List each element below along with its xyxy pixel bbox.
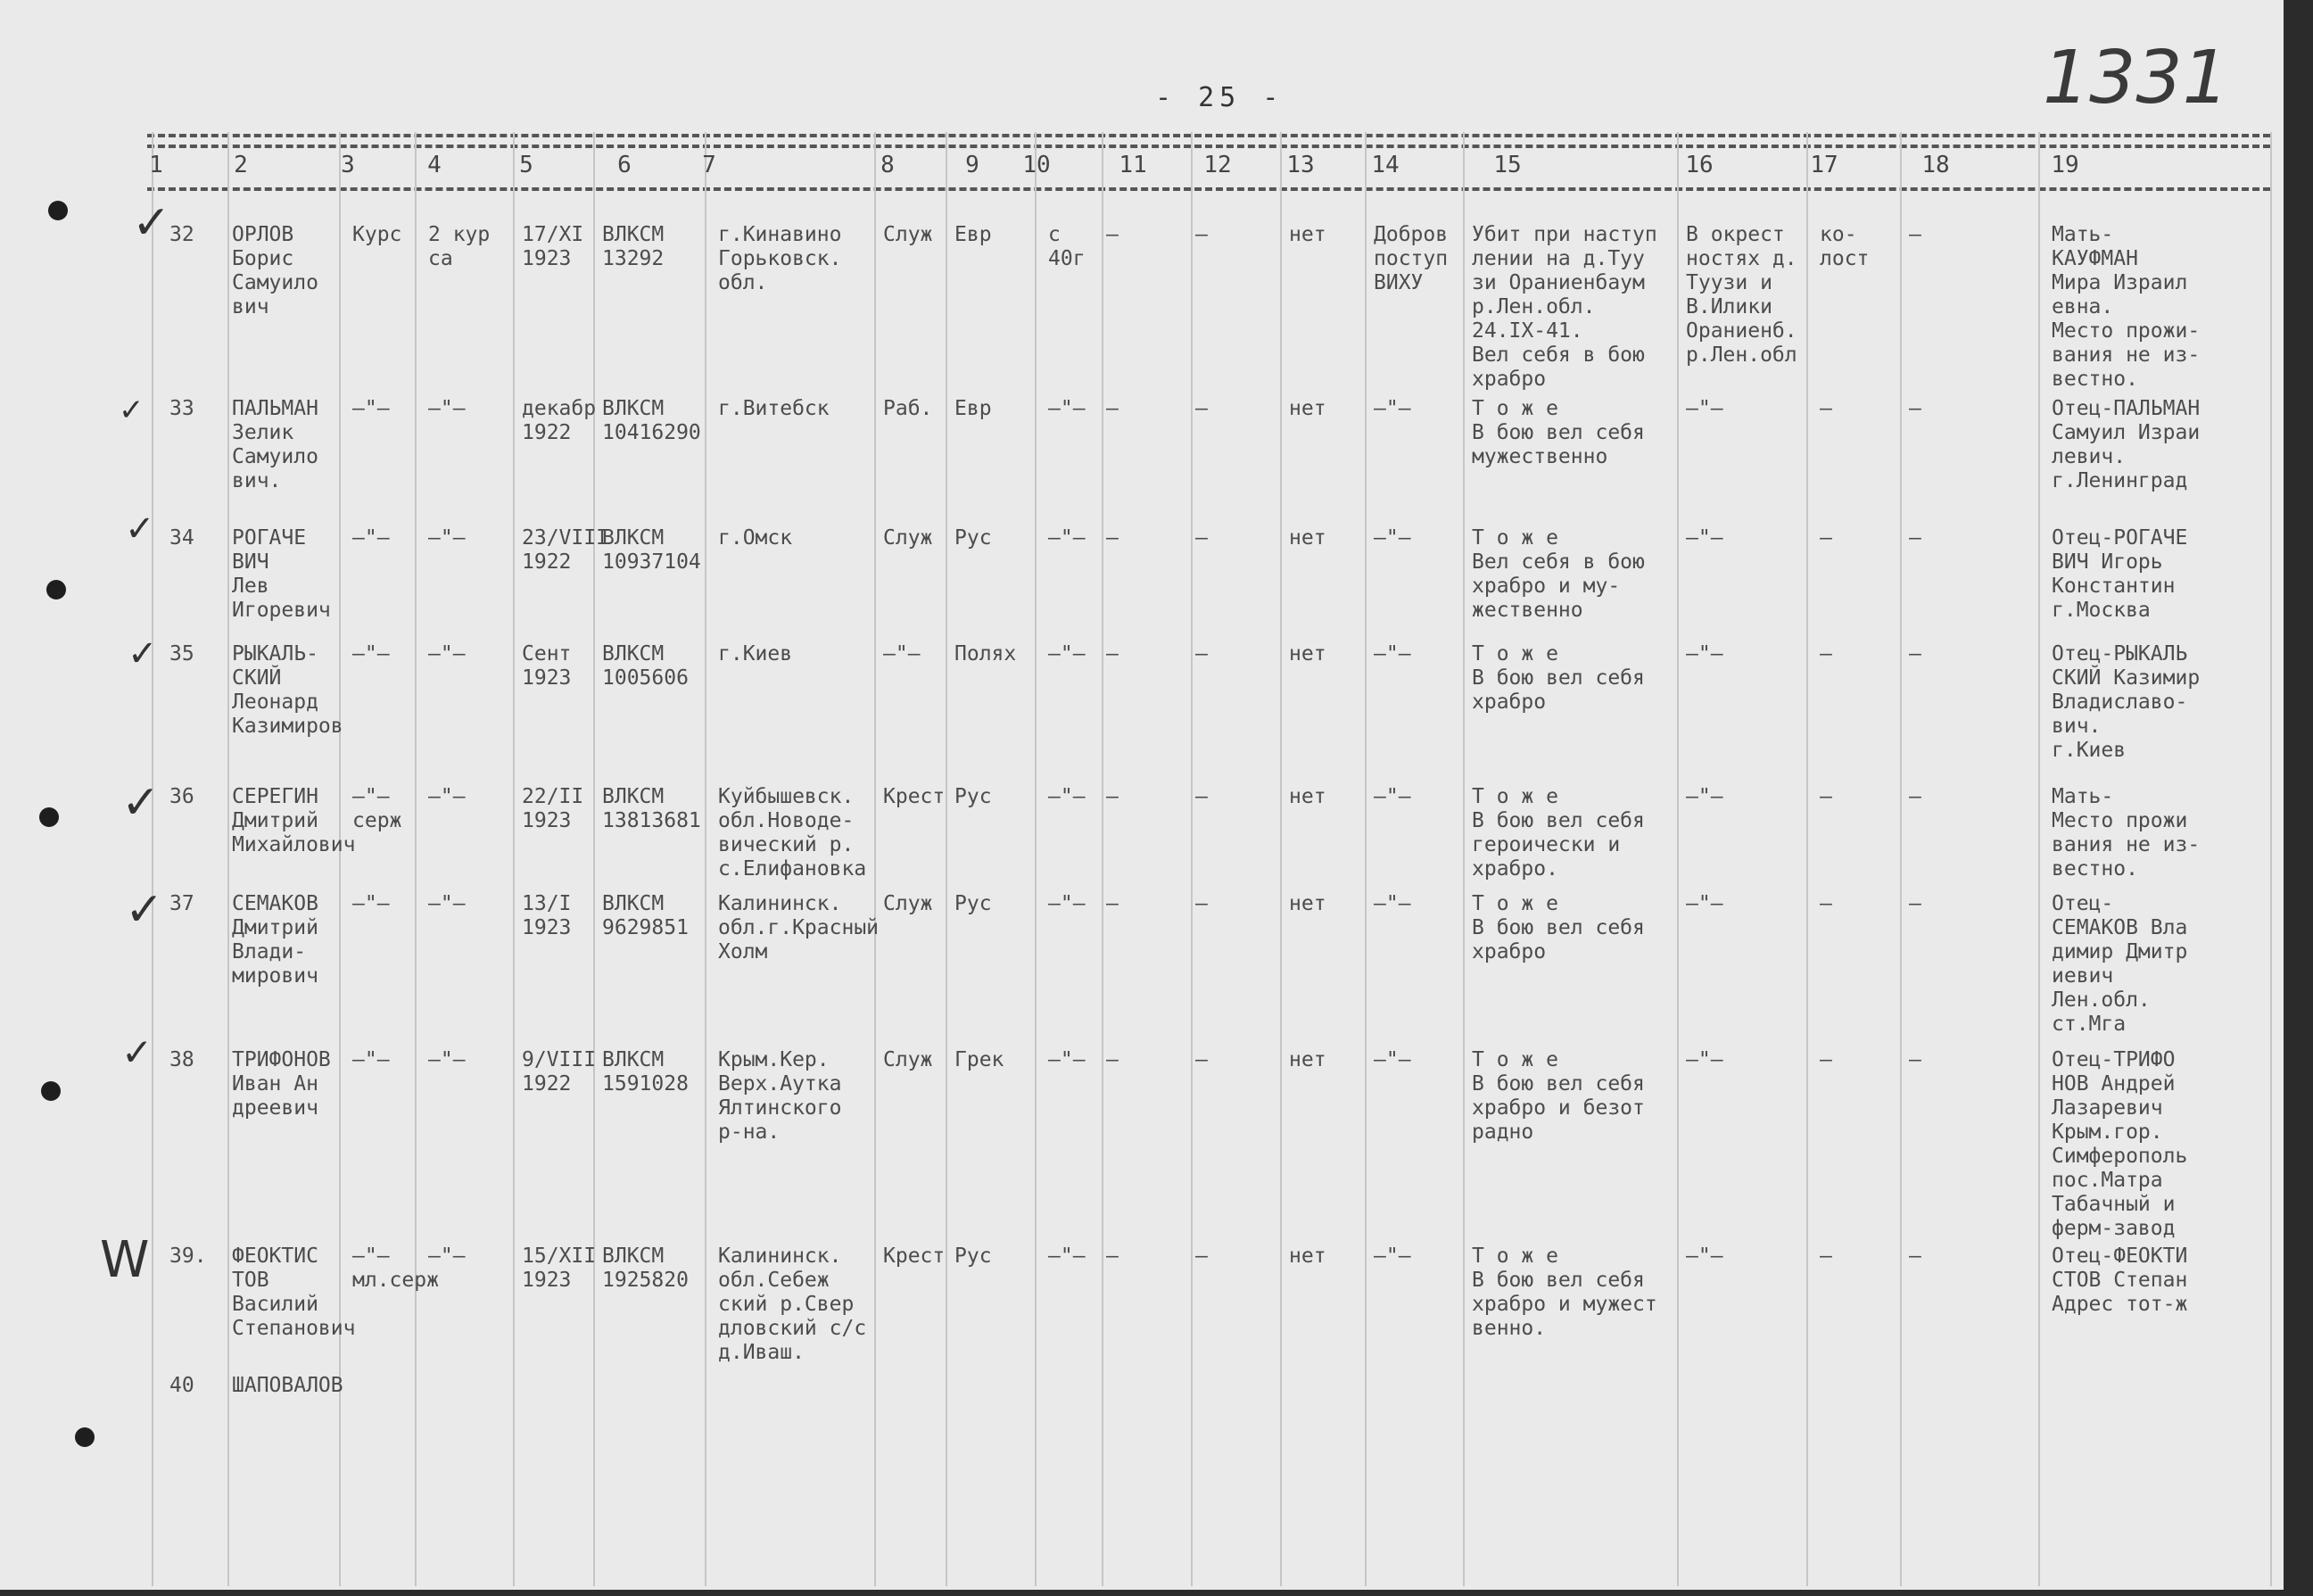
cell-c12: – <box>1195 642 1208 666</box>
cell-party: ВЛКСМ 9629851 <box>602 892 689 939</box>
column-divider <box>705 132 706 1586</box>
column-divider <box>1677 132 1679 1586</box>
cell-c12: – <box>1195 397 1208 420</box>
column-number: 6 <box>617 152 632 178</box>
cell-c11: – <box>1106 892 1119 915</box>
cell-c12: – <box>1195 223 1208 246</box>
cell-birth: 22/II 1923 <box>522 785 584 832</box>
cell-buried: –"– <box>1686 892 1723 915</box>
cell-nationality: Рус <box>954 785 992 808</box>
column-number: 13 <box>1286 152 1315 178</box>
cell-c11: – <box>1106 223 1119 246</box>
cell-party: ВЛКСМ 1591028 <box>602 1048 689 1096</box>
cell-social: –"– <box>883 642 921 666</box>
cell-wounded: нет <box>1289 223 1326 246</box>
column-number: 7 <box>702 152 716 178</box>
cell-wounded: нет <box>1289 397 1326 420</box>
page-number: - 25 - <box>1155 82 1285 113</box>
cell-birthplace: г.Киев <box>718 642 793 666</box>
header-bottom-rule <box>147 187 2270 191</box>
cell-c17: – <box>1820 892 1832 915</box>
cell-birth: декабр 1922 <box>522 397 597 444</box>
cell-fate: Т о ж е Вел себя в бою храбро и му- жественно <box>1472 526 1645 622</box>
cell-no: 36 <box>169 785 194 808</box>
cell-recruited: –"– <box>1374 892 1411 915</box>
header-top-rule-2 <box>147 145 2270 148</box>
column-divider <box>415 132 417 1586</box>
column-number: 17 <box>1810 152 1838 178</box>
cell-birth: 9/VIII 1922 <box>522 1048 597 1096</box>
cell-relatives: Мать- Место прожи вания не из- вестно. <box>2052 785 2201 881</box>
cell-no: 32 <box>169 223 194 246</box>
punch-hole <box>39 807 59 827</box>
cell-fate: Т о ж е В бою вел себя храбро и мужест венно. <box>1472 1245 1657 1340</box>
cell-party: ВЛКСМ 13292 <box>602 223 665 270</box>
column-divider <box>2038 132 2040 1586</box>
punch-hole <box>75 1427 95 1447</box>
cell-c18: – <box>1909 1048 1921 1071</box>
check-mark: ✓ <box>125 883 164 937</box>
cell-relatives: Отец-ПАЛЬМАН Самуил Израи левич. г.Ленинград <box>2052 397 2201 492</box>
cell-c17: – <box>1820 1048 1832 1071</box>
cell-c11: – <box>1106 1048 1119 1071</box>
cell-birthplace: г.Витебск <box>718 397 830 420</box>
cell-position: –"– <box>428 642 466 666</box>
cell-no: 35 <box>169 642 194 666</box>
cell-c17: ко- лост <box>1820 223 1870 270</box>
column-divider <box>1806 132 1808 1586</box>
cell-position: –"– <box>428 526 466 550</box>
column-divider <box>1463 132 1465 1586</box>
cell-rank: –"– мл.серж <box>352 1245 439 1292</box>
cell-c17: – <box>1820 785 1832 808</box>
cell-c17: – <box>1820 642 1832 666</box>
check-mark: ✓ <box>125 509 155 550</box>
check-mark: ✓ <box>121 776 161 830</box>
cell-relatives: Отец-ТРИФО НОВ Андрей Лазаревич Крым.гор. Симферополь пос.Матра Табачный и ферм-завод <box>2052 1048 2188 1240</box>
archive-number-handwritten: 1331 <box>2043 36 2229 120</box>
punch-hole <box>48 201 68 220</box>
cell-position: –"– <box>428 892 466 915</box>
cell-c12: – <box>1195 1245 1208 1268</box>
check-mark: ✓ <box>121 1030 153 1074</box>
cell-no: 38 <box>169 1048 194 1071</box>
cell-position: –"– <box>428 1048 466 1071</box>
column-divider <box>1365 132 1367 1586</box>
cell-birthplace: Куйбышевск. обл.Новоде- вический р. с.Елифановка <box>718 785 867 881</box>
cell-no: 33 <box>169 397 194 420</box>
cell-social: Служ <box>883 223 933 246</box>
cell-c18: – <box>1909 397 1921 420</box>
cell-position: –"– <box>428 1245 466 1268</box>
column-number: 14 <box>1371 152 1400 178</box>
cell-service-start: с 40г <box>1048 223 1086 270</box>
column-divider <box>593 132 595 1586</box>
cell-birthplace: Калининск. обл.Себеж ский р.Свер дловский с/с д.Иваш. <box>718 1245 867 1364</box>
cell-recruited: –"– <box>1374 785 1411 808</box>
cell-relatives: Отец-РОГАЧЕ ВИЧ Игорь Константин г.Москва <box>2052 526 2188 622</box>
cell-fate: Убит при наступ лении на д.Туу зи Ораниенбаум р.Лен.обл. 24.IX-41. Вел себя в бою храбро <box>1472 223 1657 391</box>
cell-fate: Т о ж е В бою вел себя храбро и безот радно <box>1472 1048 1645 1144</box>
cell-c18: – <box>1909 785 1921 808</box>
cell-buried: –"– <box>1686 526 1723 550</box>
cell-c12: – <box>1195 1048 1208 1071</box>
cell-position: –"– <box>428 397 466 420</box>
cell-name: ФЕОКТИС ТОВ Василий Степанович <box>232 1245 356 1340</box>
cell-c17: – <box>1820 397 1832 420</box>
column-divider <box>1102 132 1103 1586</box>
cell-c12: – <box>1195 785 1208 808</box>
column-number: 5 <box>519 152 533 178</box>
cell-social: Служ <box>883 892 933 915</box>
cell-party: ВЛКСМ 10937104 <box>602 526 701 574</box>
cell-social: Служ <box>883 526 933 550</box>
column-number: 15 <box>1493 152 1522 178</box>
cell-recruited: –"– <box>1374 642 1411 666</box>
check-mark: ✓ <box>119 393 145 428</box>
punch-hole <box>41 1081 61 1101</box>
column-number: 10 <box>1022 152 1051 178</box>
cell-c17: – <box>1820 526 1832 550</box>
cell-wounded: нет <box>1289 1245 1326 1268</box>
cell-recruited: –"– <box>1374 397 1411 420</box>
cell-position: 2 кур са <box>428 223 491 270</box>
cell-fate: Т о ж е В бою вел себя храбро <box>1472 892 1645 963</box>
cell-buried: –"– <box>1686 397 1723 420</box>
cell-rank: –"– <box>352 642 390 666</box>
cell-name: ОРЛОВ Борис Самуило вич <box>232 223 318 318</box>
cell-recruited: –"– <box>1374 1245 1411 1268</box>
column-number: 11 <box>1119 152 1147 178</box>
cell-relatives: Отец- СЕМАКОВ Вла димир Дмитр иевич Лен.обл. ст.Мга <box>2052 892 2188 1036</box>
header-top-rule <box>147 134 2270 137</box>
cell-social: Крест <box>883 1245 946 1268</box>
column-number: 2 <box>234 152 248 178</box>
cell-c18: – <box>1909 892 1921 915</box>
column-number: 16 <box>1685 152 1714 178</box>
cell-rank: –"– <box>352 397 390 420</box>
cell-c12: – <box>1195 526 1208 550</box>
cell-name: СЕМАКОВ Дмитрий Влади- мирович <box>232 892 318 988</box>
cell-rank: –"– <box>352 892 390 915</box>
cell-social: Раб. <box>883 397 933 420</box>
check-mark: ✓ <box>132 196 171 250</box>
cell-fate: Т о ж е В бою вел себя храбро <box>1472 642 1645 714</box>
cell-nationality: Рус <box>954 526 992 550</box>
column-number: 19 <box>2051 152 2079 178</box>
cell-c11: – <box>1106 785 1119 808</box>
column-number: 3 <box>341 152 355 178</box>
cell-buried: –"– <box>1686 785 1723 808</box>
cell-service-start: –"– <box>1048 397 1086 420</box>
cell-c11: – <box>1106 1245 1119 1268</box>
cell-service-start: –"– <box>1048 1245 1086 1268</box>
cell-name: ШАПОВАЛОВ <box>232 1374 343 1397</box>
cell-no: 37 <box>169 892 194 915</box>
cell-wounded: нет <box>1289 1048 1326 1071</box>
cell-c17: – <box>1820 1245 1832 1268</box>
cell-rank: –"– серж <box>352 785 402 832</box>
cell-c18: – <box>1909 642 1921 666</box>
cell-nationality: Грек <box>954 1048 1004 1071</box>
cell-c12: – <box>1195 892 1208 915</box>
cell-service-start: –"– <box>1048 642 1086 666</box>
cell-party: ВЛКСМ 13813681 <box>602 785 701 832</box>
cell-name: ПАЛЬМАН Зелик Самуило вич. <box>232 397 318 492</box>
cell-buried: –"– <box>1686 642 1723 666</box>
cell-nationality: Полях <box>954 642 1017 666</box>
cell-social: Служ <box>883 1048 933 1071</box>
cell-no: 34 <box>169 526 194 550</box>
cell-birth: 15/XII 1923 <box>522 1245 597 1292</box>
column-number: 18 <box>1921 152 1950 178</box>
cell-birthplace: Крым.Кер. Верх.Аутка Ялтинского р-на. <box>718 1048 842 1144</box>
column-divider <box>2270 132 2272 1586</box>
cell-nationality: Евр <box>954 397 992 420</box>
cell-no: 40 <box>169 1374 194 1397</box>
column-number: 12 <box>1203 152 1232 178</box>
check-mark: W <box>100 1231 150 1289</box>
cell-birthplace: Калининск. обл.г.Красный Холм <box>718 892 880 963</box>
punch-hole <box>46 580 66 600</box>
column-divider <box>874 132 876 1586</box>
cell-c11: – <box>1106 642 1119 666</box>
cell-rank: Курс <box>352 223 402 246</box>
column-divider <box>339 132 341 1586</box>
cell-birth: 17/XI 1923 <box>522 223 584 270</box>
cell-service-start: –"– <box>1048 526 1086 550</box>
cell-birth: 23/VIII 1922 <box>522 526 608 574</box>
column-number: 8 <box>880 152 895 178</box>
column-divider <box>946 132 947 1586</box>
cell-relatives: Отец-РЫКАЛЬ СКИЙ Казимир Владиславо- вич. г.Киев <box>2052 642 2201 762</box>
cell-c18: – <box>1909 223 1921 246</box>
cell-wounded: нет <box>1289 642 1326 666</box>
column-divider <box>1035 132 1037 1586</box>
cell-party: ВЛКСМ 1925820 <box>602 1245 689 1292</box>
cell-rank: –"– <box>352 526 390 550</box>
cell-recruited: Добров поступ ВИХУ <box>1374 223 1449 294</box>
cell-nationality: Рус <box>954 892 992 915</box>
cell-position: –"– <box>428 785 466 808</box>
cell-party: ВЛКСМ 1005606 <box>602 642 689 690</box>
cell-name: РОГАЧЕ ВИЧ Лев Игоревич <box>232 526 331 622</box>
cell-wounded: нет <box>1289 785 1326 808</box>
cell-recruited: –"– <box>1374 1048 1411 1071</box>
cell-relatives: Мать- КАУФМАН Мира Израил евна. Место прожи- вания не из- вестно. <box>2052 223 2201 391</box>
cell-party: ВЛКСМ 10416290 <box>602 397 701 444</box>
cell-wounded: нет <box>1289 526 1326 550</box>
column-divider <box>1280 132 1282 1586</box>
cell-c18: – <box>1909 526 1921 550</box>
column-divider <box>152 132 153 1586</box>
column-divider <box>1900 132 1902 1586</box>
cell-wounded: нет <box>1289 892 1326 915</box>
cell-c18: – <box>1909 1245 1921 1268</box>
cell-nationality: Рус <box>954 1245 992 1268</box>
cell-recruited: –"– <box>1374 526 1411 550</box>
cell-service-start: –"– <box>1048 1048 1086 1071</box>
cell-name: СЕРЕГИН Дмитрий Михайлович <box>232 785 356 856</box>
cell-birthplace: г.Кинавино Горьковск. обл. <box>718 223 842 294</box>
cell-service-start: –"– <box>1048 892 1086 915</box>
cell-name: РЫКАЛЬ- СКИЙ Леонард Казимиров <box>232 642 343 738</box>
cell-fate: Т о ж е В бою вел себя героически и храбро. <box>1472 785 1645 881</box>
cell-relatives: Отец-ФЕОКТИ СТОВ Степан Адрес тот-ж <box>2052 1245 2188 1316</box>
column-number: 1 <box>149 152 163 178</box>
cell-fate: Т о ж е В бою вел себя мужественно <box>1472 397 1645 468</box>
cell-birth: 13/I 1923 <box>522 892 572 939</box>
cell-no: 39. <box>169 1245 207 1268</box>
cell-buried: В окрест ностях д. Туузи и В.Илики Ораниенб. р.Лен.обл <box>1686 223 1797 367</box>
column-divider <box>227 132 229 1586</box>
cell-buried: –"– <box>1686 1245 1723 1268</box>
cell-rank: –"– <box>352 1048 390 1071</box>
check-mark: ✓ <box>128 633 158 674</box>
cell-social: Крест <box>883 785 946 808</box>
column-number: 4 <box>427 152 442 178</box>
column-number: 9 <box>965 152 979 178</box>
cell-service-start: –"– <box>1048 785 1086 808</box>
cell-birthplace: г.Омск <box>718 526 793 550</box>
column-divider <box>513 132 515 1586</box>
cell-buried: –"– <box>1686 1048 1723 1071</box>
cell-nationality: Евр <box>954 223 992 246</box>
cell-c11: – <box>1106 526 1119 550</box>
cell-birth: Сент 1923 <box>522 642 572 690</box>
cell-name: ТРИФОНОВ Иван Ан дреевич <box>232 1048 331 1120</box>
cell-c11: – <box>1106 397 1119 420</box>
column-divider <box>1191 132 1193 1586</box>
